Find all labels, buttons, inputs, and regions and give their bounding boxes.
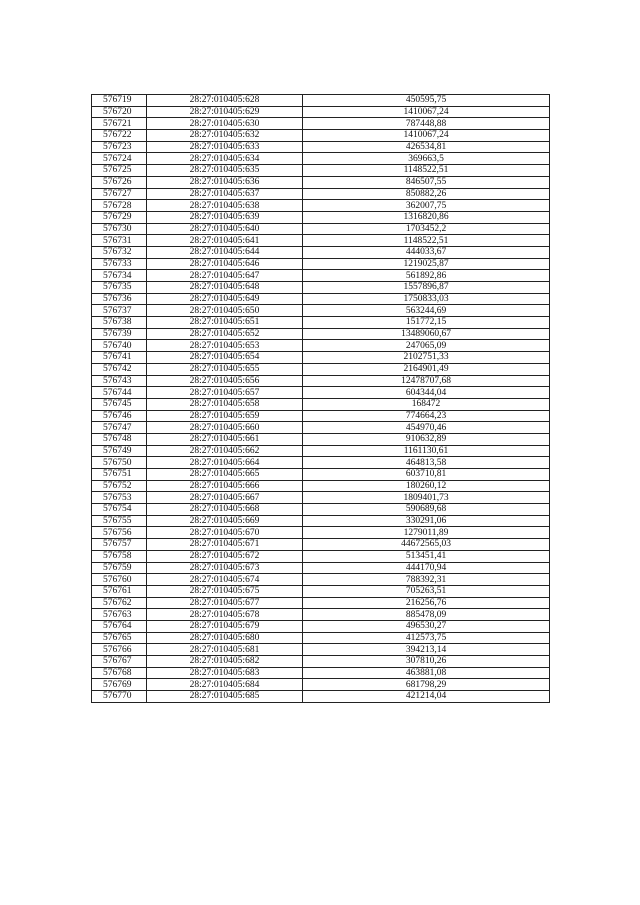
value-cell: 563244,69 bbox=[303, 305, 550, 317]
table-row bbox=[92, 200, 550, 212]
value-cell: 604344,04 bbox=[303, 387, 550, 399]
cadastral-number-cell: 28:27:010405:670 bbox=[147, 527, 303, 539]
row-number-cell: 576752 bbox=[92, 480, 147, 492]
cadastral-number-cell: 28:27:010405:638 bbox=[147, 200, 303, 212]
row-number-cell: 576766 bbox=[92, 644, 147, 656]
row-number-cell: 576733 bbox=[92, 258, 147, 270]
row-number-cell: 576750 bbox=[92, 457, 147, 469]
value-cell: 44672565,03 bbox=[303, 539, 550, 551]
row-number-cell: 576763 bbox=[92, 609, 147, 621]
cadastral-number-cell: 28:27:010405:682 bbox=[147, 656, 303, 668]
table-row bbox=[92, 211, 550, 223]
value-cell: 1410067,24 bbox=[303, 106, 550, 118]
cadastral-number-cell: 28:27:010405:652 bbox=[147, 328, 303, 340]
value-cell: 774664,23 bbox=[303, 410, 550, 422]
table-row bbox=[92, 469, 550, 481]
table-row bbox=[92, 410, 550, 422]
value-cell: 1148522,51 bbox=[303, 235, 550, 247]
row-number-cell: 576754 bbox=[92, 504, 147, 516]
value-cell: 1703452,2 bbox=[303, 223, 550, 235]
row-number-cell: 576721 bbox=[92, 118, 147, 130]
row-number-cell: 576757 bbox=[92, 539, 147, 551]
value-cell: 1219025,87 bbox=[303, 258, 550, 270]
row-number-cell: 576728 bbox=[92, 200, 147, 212]
row-number-cell: 576747 bbox=[92, 422, 147, 434]
row-number-cell: 576731 bbox=[92, 235, 147, 247]
cadastral-number-cell: 28:27:010405:684 bbox=[147, 679, 303, 691]
table-row bbox=[92, 375, 550, 387]
value-cell: 1161130,61 bbox=[303, 445, 550, 457]
table-body bbox=[92, 95, 550, 703]
value-cell: 910632,89 bbox=[303, 433, 550, 445]
row-number-cell: 576729 bbox=[92, 211, 147, 223]
cadastral-number-cell: 28:27:010405:644 bbox=[147, 246, 303, 258]
row-number-cell: 576760 bbox=[92, 574, 147, 586]
cadastral-number-cell: 28:27:010405:646 bbox=[147, 258, 303, 270]
table-row bbox=[92, 480, 550, 492]
row-number-cell: 576723 bbox=[92, 141, 147, 153]
row-number-cell: 576759 bbox=[92, 562, 147, 574]
value-cell: 216256,76 bbox=[303, 597, 550, 609]
table-row bbox=[92, 585, 550, 597]
value-cell: 362007,75 bbox=[303, 200, 550, 212]
cadastral-number-cell: 28:27:010405:677 bbox=[147, 597, 303, 609]
cadastral-number-cell: 28:27:010405:629 bbox=[147, 106, 303, 118]
row-number-cell: 576727 bbox=[92, 188, 147, 200]
value-cell: 454970,46 bbox=[303, 422, 550, 434]
table-row bbox=[92, 539, 550, 551]
row-number-cell: 576758 bbox=[92, 550, 147, 562]
value-cell: 850882,26 bbox=[303, 188, 550, 200]
row-number-cell: 576720 bbox=[92, 106, 147, 118]
row-number-cell: 576730 bbox=[92, 223, 147, 235]
table-row bbox=[92, 317, 550, 329]
value-cell: 590689,68 bbox=[303, 504, 550, 516]
value-cell: 412573,75 bbox=[303, 632, 550, 644]
value-cell: 2164901,49 bbox=[303, 363, 550, 375]
cadastral-number-cell: 28:27:010405:671 bbox=[147, 539, 303, 551]
cadastral-number-cell: 28:27:010405:628 bbox=[147, 95, 303, 107]
table-row bbox=[92, 340, 550, 352]
table-row bbox=[92, 328, 550, 340]
table-row bbox=[92, 141, 550, 153]
value-cell: 1279011,89 bbox=[303, 527, 550, 539]
cadastral-value-table bbox=[91, 94, 550, 703]
cadastral-number-cell: 28:27:010405:664 bbox=[147, 457, 303, 469]
row-number-cell: 576732 bbox=[92, 246, 147, 258]
value-cell: 444170,94 bbox=[303, 562, 550, 574]
cadastral-number-cell: 28:27:010405:660 bbox=[147, 422, 303, 434]
table-row bbox=[92, 106, 550, 118]
table-row bbox=[92, 282, 550, 294]
cadastral-number-cell: 28:27:010405:653 bbox=[147, 340, 303, 352]
table-row bbox=[92, 165, 550, 177]
table-row bbox=[92, 422, 550, 434]
cadastral-number-cell: 28:27:010405:640 bbox=[147, 223, 303, 235]
row-number-cell: 576740 bbox=[92, 340, 147, 352]
value-cell: 369663,5 bbox=[303, 153, 550, 165]
table-row bbox=[92, 574, 550, 586]
value-cell: 603710,81 bbox=[303, 469, 550, 481]
table-row bbox=[92, 153, 550, 165]
table-row bbox=[92, 130, 550, 142]
row-number-cell: 576746 bbox=[92, 410, 147, 422]
table-row bbox=[92, 515, 550, 527]
value-cell: 12478707,68 bbox=[303, 375, 550, 387]
value-cell: 885478,09 bbox=[303, 609, 550, 621]
cadastral-number-cell: 28:27:010405:654 bbox=[147, 352, 303, 364]
cadastral-number-cell: 28:27:010405:636 bbox=[147, 176, 303, 188]
cadastral-number-cell: 28:27:010405:666 bbox=[147, 480, 303, 492]
row-number-cell: 576719 bbox=[92, 95, 147, 107]
table-row bbox=[92, 550, 550, 562]
table-row bbox=[92, 246, 550, 258]
row-number-cell: 576736 bbox=[92, 293, 147, 305]
row-number-cell: 576753 bbox=[92, 492, 147, 504]
table-row bbox=[92, 387, 550, 399]
value-cell: 463881,08 bbox=[303, 667, 550, 679]
value-cell: 846507,55 bbox=[303, 176, 550, 188]
cadastral-number-cell: 28:27:010405:648 bbox=[147, 282, 303, 294]
row-number-cell: 576755 bbox=[92, 515, 147, 527]
cadastral-number-cell: 28:27:010405:635 bbox=[147, 165, 303, 177]
value-cell: 561892,86 bbox=[303, 270, 550, 282]
cadastral-number-cell: 28:27:010405:665 bbox=[147, 469, 303, 481]
row-number-cell: 576744 bbox=[92, 387, 147, 399]
value-cell: 1750833,03 bbox=[303, 293, 550, 305]
row-number-cell: 576743 bbox=[92, 375, 147, 387]
table-row bbox=[92, 188, 550, 200]
table-row bbox=[92, 352, 550, 364]
table-row bbox=[92, 176, 550, 188]
cadastral-number-cell: 28:27:010405:678 bbox=[147, 609, 303, 621]
cadastral-number-cell: 28:27:010405:685 bbox=[147, 691, 303, 703]
table-row bbox=[92, 433, 550, 445]
cadastral-number-cell: 28:27:010405:668 bbox=[147, 504, 303, 516]
cadastral-number-cell: 28:27:010405:673 bbox=[147, 562, 303, 574]
value-cell: 1148522,51 bbox=[303, 165, 550, 177]
table-row bbox=[92, 223, 550, 235]
cadastral-number-cell: 28:27:010405:669 bbox=[147, 515, 303, 527]
value-cell: 426534,81 bbox=[303, 141, 550, 153]
cadastral-number-cell: 28:27:010405:630 bbox=[147, 118, 303, 130]
row-number-cell: 576724 bbox=[92, 153, 147, 165]
value-cell: 1809401,73 bbox=[303, 492, 550, 504]
row-number-cell: 576765 bbox=[92, 632, 147, 644]
value-cell: 247065,09 bbox=[303, 340, 550, 352]
table-row bbox=[92, 270, 550, 282]
row-number-cell: 576734 bbox=[92, 270, 147, 282]
value-cell: 464813,58 bbox=[303, 457, 550, 469]
table-row bbox=[92, 656, 550, 668]
table-row bbox=[92, 609, 550, 621]
cadastral-number-cell: 28:27:010405:649 bbox=[147, 293, 303, 305]
table-row bbox=[92, 632, 550, 644]
cadastral-number-cell: 28:27:010405:655 bbox=[147, 363, 303, 375]
row-number-cell: 576739 bbox=[92, 328, 147, 340]
table-row bbox=[92, 258, 550, 270]
row-number-cell: 576756 bbox=[92, 527, 147, 539]
value-cell: 2102751,33 bbox=[303, 352, 550, 364]
table-row bbox=[92, 562, 550, 574]
cadastral-number-cell: 28:27:010405:656 bbox=[147, 375, 303, 387]
row-number-cell: 576749 bbox=[92, 445, 147, 457]
table-row bbox=[92, 527, 550, 539]
value-cell: 307810,26 bbox=[303, 656, 550, 668]
row-number-cell: 576761 bbox=[92, 585, 147, 597]
cadastral-number-cell: 28:27:010405:674 bbox=[147, 574, 303, 586]
row-number-cell: 576735 bbox=[92, 282, 147, 294]
table-row bbox=[92, 597, 550, 609]
row-number-cell: 576764 bbox=[92, 620, 147, 632]
table-row bbox=[92, 235, 550, 247]
cadastral-number-cell: 28:27:010405:633 bbox=[147, 141, 303, 153]
cadastral-number-cell: 28:27:010405:662 bbox=[147, 445, 303, 457]
table-row bbox=[92, 492, 550, 504]
cadastral-number-cell: 28:27:010405:650 bbox=[147, 305, 303, 317]
row-number-cell: 576741 bbox=[92, 352, 147, 364]
table-row bbox=[92, 445, 550, 457]
table-row bbox=[92, 293, 550, 305]
cadastral-number-cell: 28:27:010405:658 bbox=[147, 398, 303, 410]
row-number-cell: 576748 bbox=[92, 433, 147, 445]
row-number-cell: 576738 bbox=[92, 317, 147, 329]
row-number-cell: 576722 bbox=[92, 130, 147, 142]
cadastral-number-cell: 28:27:010405:647 bbox=[147, 270, 303, 282]
cadastral-number-cell: 28:27:010405:651 bbox=[147, 317, 303, 329]
table-row bbox=[92, 667, 550, 679]
value-cell: 330291,06 bbox=[303, 515, 550, 527]
table-row bbox=[92, 305, 550, 317]
table-row bbox=[92, 644, 550, 656]
row-number-cell: 576751 bbox=[92, 469, 147, 481]
cadastral-number-cell: 28:27:010405:672 bbox=[147, 550, 303, 562]
cadastral-number-cell: 28:27:010405:661 bbox=[147, 433, 303, 445]
value-cell: 421214,04 bbox=[303, 691, 550, 703]
row-number-cell: 576769 bbox=[92, 679, 147, 691]
cadastral-number-cell: 28:27:010405:659 bbox=[147, 410, 303, 422]
cadastral-number-cell: 28:27:010405:632 bbox=[147, 130, 303, 142]
cadastral-number-cell: 28:27:010405:675 bbox=[147, 585, 303, 597]
table-row bbox=[92, 363, 550, 375]
value-cell: 180260,12 bbox=[303, 480, 550, 492]
table-row bbox=[92, 457, 550, 469]
table-row bbox=[92, 95, 550, 107]
table-row bbox=[92, 691, 550, 703]
row-number-cell: 576762 bbox=[92, 597, 147, 609]
row-number-cell: 576725 bbox=[92, 165, 147, 177]
value-cell: 513451,41 bbox=[303, 550, 550, 562]
row-number-cell: 576745 bbox=[92, 398, 147, 410]
value-cell: 1557896,87 bbox=[303, 282, 550, 294]
table-row bbox=[92, 504, 550, 516]
cadastral-number-cell: 28:27:010405:639 bbox=[147, 211, 303, 223]
cadastral-number-cell: 28:27:010405:679 bbox=[147, 620, 303, 632]
row-number-cell: 576726 bbox=[92, 176, 147, 188]
value-cell: 450595,75 bbox=[303, 95, 550, 107]
value-cell: 787448,88 bbox=[303, 118, 550, 130]
table-row bbox=[92, 118, 550, 130]
cadastral-number-cell: 28:27:010405:667 bbox=[147, 492, 303, 504]
value-cell: 168472 bbox=[303, 398, 550, 410]
value-cell: 1316820,86 bbox=[303, 211, 550, 223]
cadastral-number-cell: 28:27:010405:681 bbox=[147, 644, 303, 656]
value-cell: 13489060,67 bbox=[303, 328, 550, 340]
cadastral-number-cell: 28:27:010405:634 bbox=[147, 153, 303, 165]
cadastral-number-cell: 28:27:010405:680 bbox=[147, 632, 303, 644]
value-cell: 151772,15 bbox=[303, 317, 550, 329]
value-cell: 444033,67 bbox=[303, 246, 550, 258]
cadastral-number-cell: 28:27:010405:683 bbox=[147, 667, 303, 679]
table-row bbox=[92, 398, 550, 410]
row-number-cell: 576768 bbox=[92, 667, 147, 679]
row-number-cell: 576767 bbox=[92, 656, 147, 668]
value-cell: 681798,29 bbox=[303, 679, 550, 691]
cadastral-number-cell: 28:27:010405:657 bbox=[147, 387, 303, 399]
value-cell: 1410067,24 bbox=[303, 130, 550, 142]
cadastral-number-cell: 28:27:010405:637 bbox=[147, 188, 303, 200]
table-row bbox=[92, 679, 550, 691]
cadastral-number-cell: 28:27:010405:641 bbox=[147, 235, 303, 247]
value-cell: 788392,31 bbox=[303, 574, 550, 586]
row-number-cell: 576770 bbox=[92, 691, 147, 703]
table-row bbox=[92, 620, 550, 632]
row-number-cell: 576742 bbox=[92, 363, 147, 375]
value-cell: 705263,51 bbox=[303, 585, 550, 597]
row-number-cell: 576737 bbox=[92, 305, 147, 317]
value-cell: 496530,27 bbox=[303, 620, 550, 632]
value-cell: 394213,14 bbox=[303, 644, 550, 656]
